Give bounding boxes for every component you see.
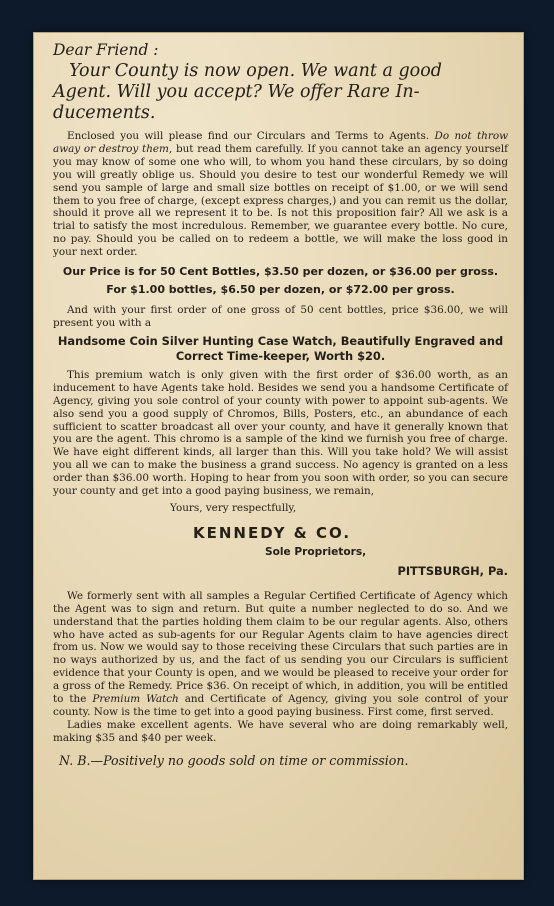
- city: PITTSBURGH, Pa.: [397, 563, 508, 578]
- premium-watch-italic: Premium Watch: [92, 693, 179, 706]
- intro-start: Enclosed you will please find our Circulars and Terms to Agents.: [67, 130, 430, 142]
- company-name: KENNEDY & CO.: [193, 523, 352, 542]
- premium-paragraph: This premium watch is only given with the first order of $36.00 worth, as an inducement to have Agents take hold. Besides we send you a handsome Certificate of Agency, giving you sole control of your county with power to appoint sub-agents. We also send you a good supply of Chromos, Bills, Posters, etc., an abundance of each sufficient to scatter broadcast all over your county, and have it generally known that you are the agent. This chromo is a sample of the kind we furnish you free of charge. We have eight different kinds, all larger than this. Will you take hold? We will assist you all we can to make the business a grand success. No agency is granted on a less order than $36.00 worth. Hoping to hear from you soon with order, so you can secure your county and get into a good paying business, we remain,: [53, 368, 508, 498]
- intro-rest: but read them carefully. If you cannot take an agency yourself you may know of some one who will, to whom you hand these circulars, by so doing you will greatly oblige us. Should you desire to test our wonderful Remedy we will send you sample of large and small size bottles on receipt of $1.00, or we will send them to you free of charge, (except express charges,) and you can remit us the dollar, should it prove all we represent it to be. Is not this proposition fair? All we ask is a trial to satisfy the most incredulous. Remember, we guarantee every bottle. No cure, no pay. Should you be called on to redeem a bottle, we will make the loss good in your next order.: [53, 142, 509, 259]
- closing: Yours, very respectfully,: [170, 501, 297, 514]
- agency-paragraph: [53, 590, 508, 719]
- nb-note: N. B.—Positively no goods sold on time or commission.: [59, 752, 409, 768]
- headline: [53, 61, 508, 124]
- headline-line-2: Agent. Will you accept? We offer Rare In-: [53, 82, 420, 102]
- sole-proprietors: Sole Proprietors,: [265, 545, 367, 558]
- watch-offer: Handsome Coin Silver Hunting Case Watch, Beautifully Engraved and Correct Time-keeper, Worth $20.: [57, 333, 504, 363]
- greeting: Dear Friend :: [53, 41, 159, 59]
- offer-paragraph: And with your first order of one gross of 50 cent bottles, price $36.00, we will present you with a: [53, 304, 508, 329]
- intro-italic: Do not throw away or destroy them,: [53, 130, 508, 155]
- agency-start: We formerly sent with all samples a Regular Certified Certificate of Agency which the Agent was to sign and return. But quite a number neglected to do so. And we understand that the parties holding them claim to be our regular agents. Also, others who have acted as sub-agents for our Regular Agents claim to have agencies direct from us. Now we would say to those receiving these Circulars that such parties are in no ways authorized by us, and the fact of us sending you our Circulars is sufficient evidence that your County is open, and we would be pleased to receive your order for a gross of the Remedy. Price $36. On receipt of which, in addition, you will be entitled to the: [53, 589, 508, 706]
- headline-line-3: ducements.: [53, 103, 156, 123]
- intro-paragraph: [53, 130, 508, 259]
- agency-rest: and Certificate of Agency, giving you sole control of your county. Now is the time to get into a good paying business. First come, first served.: [53, 693, 508, 718]
- ladies-paragraph: Ladies make excellent agents. We have several who are doing remarkably well, making $35 and $40 per week.: [53, 718, 508, 744]
- price-50-cent: Our Price is for 50 Cent Bottles, $3.50 per dozen, or $36.00 per gross.: [62, 265, 499, 279]
- price-1-dollar: For $1.00 bottles, $6.50 per dozen, or $72.00 per gross.: [106, 283, 455, 297]
- headline-line-1: Your County is now open. We want a good: [69, 61, 442, 81]
- circular-card: [33, 32, 524, 880]
